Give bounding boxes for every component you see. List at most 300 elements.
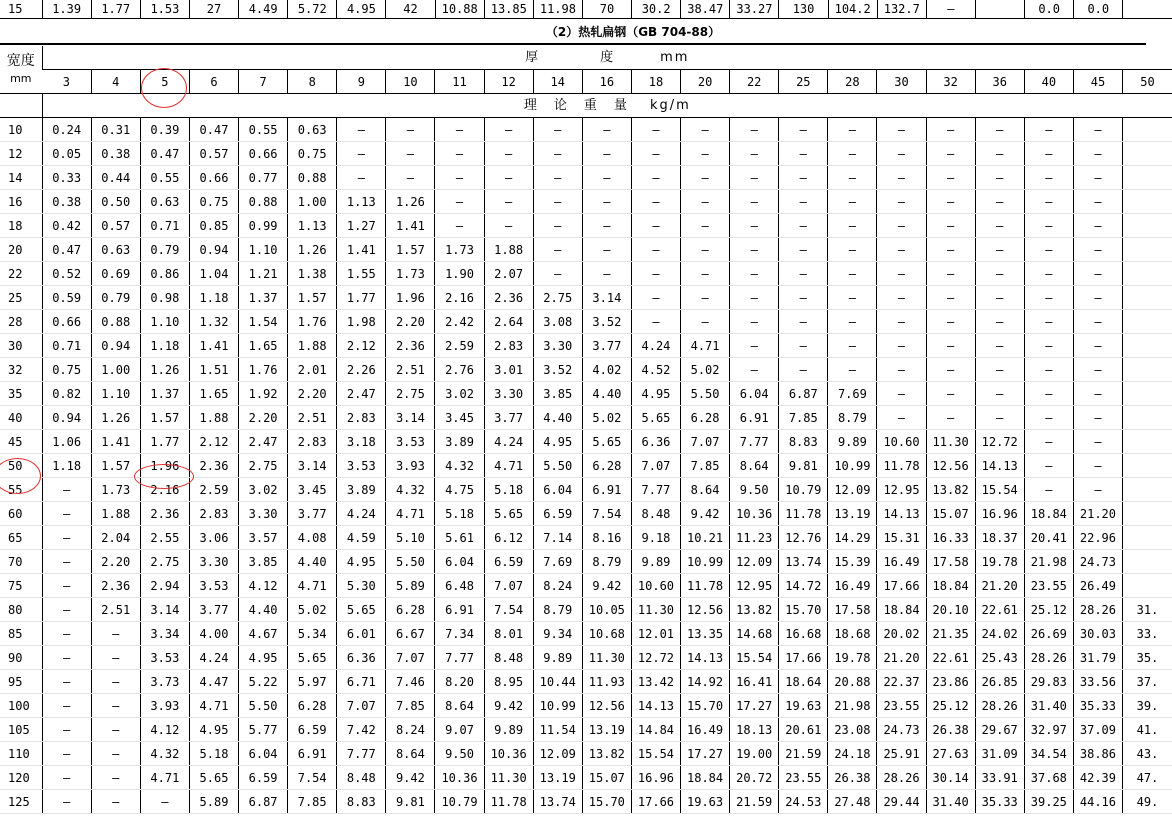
weight-cell: 10.99 [828,454,877,478]
weight-cell: 4.24 [631,334,680,358]
weight-cell: 11.23 [730,526,779,550]
weight-cell: 4.71 [484,454,533,478]
weight-cell: — [730,190,779,214]
weight-cell: 1.37 [140,382,189,406]
weight-cell: 3.57 [239,526,288,550]
weight-cell: 31. [1123,598,1172,622]
weight-cell: 2.07 [484,262,533,286]
weight-cell: 12.56 [926,454,975,478]
weight-cell: — [975,286,1024,310]
width-cell: 55 [0,478,42,502]
weight-cell: 9.42 [681,502,730,526]
weight-cell: 4.12 [239,574,288,598]
weight-cell: 1.54 [239,310,288,334]
table-row [0,550,1172,574]
weight-cell: — [877,262,926,286]
weight-cell: 3.08 [533,310,582,334]
weight-cell: 1.57 [91,454,140,478]
weight-cell: 1.77 [140,430,189,454]
thickness-header-50: 50 [1123,70,1172,94]
weight-cell: 1.88 [91,502,140,526]
weight-cell: 3.01 [484,358,533,382]
weight-cell: 7.85 [681,454,730,478]
weight-cell: 4.24 [337,502,386,526]
weight-cell: 27.63 [926,742,975,766]
weight-cell: — [1073,118,1122,142]
weight-cell: — [582,118,631,142]
weight-cell: — [779,166,828,190]
weight-cell: — [533,214,582,238]
weight-cell: — [91,694,140,718]
weight-cell: 17.66 [877,574,926,598]
weight-cell: — [484,118,533,142]
weight-cell: 10.79 [435,790,484,814]
weight-cell: 22.61 [926,646,975,670]
weight-cell: 4.71 [288,574,337,598]
table-row [0,670,1172,694]
weight-cell: 0.57 [189,142,238,166]
weight-cell: 2.83 [288,430,337,454]
table-row [0,766,1172,790]
weight-cell: 24.73 [877,718,926,742]
weight-cell: 0.75 [42,358,91,382]
weight-cell: — [1073,478,1122,502]
weight-cell: 11.30 [484,766,533,790]
weight-cell: — [1024,286,1073,310]
weight-cell: 18.84 [926,574,975,598]
weight-cell [1123,262,1172,286]
weight-cell: 10.36 [730,502,779,526]
thickness-header-30: 30 [877,70,926,94]
weight-cell: 1.65 [239,334,288,358]
weight-cell: — [975,118,1024,142]
thickness-header-18: 18 [631,70,680,94]
weight-cell: 2.04 [91,526,140,550]
table-row [0,286,1172,310]
table-cell: 42 [386,0,435,19]
weight-cell: 3.18 [337,430,386,454]
weight-cell: 0.47 [42,238,91,262]
weight-cell: 14.13 [975,454,1024,478]
weight-cell: 0.66 [239,142,288,166]
weight-cell: 4.52 [631,358,680,382]
weight-cell: 9.42 [386,766,435,790]
weight-cell: 18.37 [975,526,1024,550]
weight-cell: 5.65 [337,598,386,622]
weight-cell: 9.89 [631,550,680,574]
weight-cell: — [1024,430,1073,454]
weight-cell: 7.77 [435,646,484,670]
flat-steel-weight-table [0,46,1172,814]
weight-cell: 5.65 [582,430,631,454]
weight-cell: 6.91 [435,598,484,622]
weight-cell: — [877,238,926,262]
weight-cell: 5.97 [288,670,337,694]
weight-cell: 10.05 [582,598,631,622]
weight-cell: 0.24 [42,118,91,142]
weight-cell: 6.28 [681,406,730,430]
weight-cell: 4.24 [189,646,238,670]
weight-cell: 0.05 [42,142,91,166]
weight-cell: — [926,310,975,334]
weight-cell [1123,118,1172,142]
weight-cell: — [779,238,828,262]
weight-cell: 22.37 [877,670,926,694]
weight-cell: 7.07 [681,430,730,454]
weight-cell: 2.36 [140,502,189,526]
weight-cell: 0.71 [42,334,91,358]
weight-cell: — [1073,190,1122,214]
weight-cell: 2.94 [140,574,189,598]
weight-cell: 3.89 [435,430,484,454]
weight-cell: 0.59 [42,286,91,310]
weight-cell: 24.73 [1073,550,1122,574]
width-cell: 22 [0,262,42,286]
weight-cell: 1.18 [42,454,91,478]
weight-cell: 3.53 [189,574,238,598]
width-cell: 18 [0,214,42,238]
weight-cell: — [435,142,484,166]
weight-cell: 1.00 [288,190,337,214]
weight-cell: — [1073,286,1122,310]
weight-cell: 4.71 [140,766,189,790]
weight-cell: 0.47 [189,118,238,142]
weight-cell: 14.13 [631,694,680,718]
weight-cell: — [435,214,484,238]
weight-cell: 1.41 [337,238,386,262]
weight-cell: — [1073,454,1122,478]
weight-cell: 17.66 [779,646,828,670]
weight-cell: 1.26 [91,406,140,430]
weight-cell: 39. [1123,694,1172,718]
width-cell: 100 [0,694,42,718]
weight-cell: — [91,790,140,814]
weight-cell: — [877,358,926,382]
weight-cell: 1.73 [91,478,140,502]
weight-cell: 0.69 [91,262,140,286]
weight-cell: 4.75 [435,478,484,502]
weight-cell: 12.76 [779,526,828,550]
weight-cell: 14.29 [828,526,877,550]
weight-cell [1123,358,1172,382]
thickness-header-20: 20 [681,70,730,94]
weight-cell: — [386,118,435,142]
weight-cell: 1.10 [140,310,189,334]
weight-cell: 38.86 [1073,742,1122,766]
width-unit: mm [10,71,32,85]
weight-cell: 1.32 [189,310,238,334]
weight-cell: 8.95 [484,670,533,694]
weight-cell: 1.41 [386,214,435,238]
weight-cell: 12.09 [533,742,582,766]
weight-cell: 2.47 [239,430,288,454]
weight-cell: — [779,118,828,142]
weight-cell: — [1024,310,1073,334]
weight-cell: 23.08 [828,718,877,742]
weight-cell: 1.13 [337,190,386,214]
weight-cell: 4.32 [140,742,189,766]
weight-cell: 1.00 [91,358,140,382]
weight-cell: 26.38 [926,718,975,742]
weight-cell: 14.68 [730,622,779,646]
weight-cell: 0.63 [140,190,189,214]
table-title: （2）热轧扁钢（GB 704-88） [0,19,1146,45]
weight-cell: 37. [1123,670,1172,694]
weight-cell: 6.91 [730,406,779,430]
weight-cell: 1.88 [484,238,533,262]
weight-cell: 16.33 [926,526,975,550]
weight-cell: 6.04 [435,550,484,574]
weight-cell: — [1024,262,1073,286]
weight-cell: — [42,766,91,790]
weight-cell: — [337,118,386,142]
weight-cell: 3.14 [288,454,337,478]
weight-cell: 2.75 [386,382,435,406]
weight-cell: 2.83 [189,502,238,526]
weight-cell: 20.88 [828,670,877,694]
weight-cell: 7.46 [386,670,435,694]
weight-cell: — [582,238,631,262]
weight-cell: 4.08 [288,526,337,550]
thickness-values-row [0,70,1172,94]
weight-cell: 1.57 [288,286,337,310]
weight-cell: — [730,214,779,238]
weight-cell: 2.36 [484,286,533,310]
weight-cell: 1.57 [140,406,189,430]
weight-cell: 10.60 [631,574,680,598]
weight-cell: 8.48 [631,502,680,526]
table-cell: 38.47 [681,0,730,19]
weight-cell: 8.24 [533,574,582,598]
weight-cell: — [42,646,91,670]
table-row [0,718,1172,742]
weight-cell: 23.55 [779,766,828,790]
weight-cell: 1.26 [386,190,435,214]
weight-cell: — [877,166,926,190]
weight-cell [1123,310,1172,334]
weight-cell: 9.42 [484,694,533,718]
weight-cell: — [631,262,680,286]
table-row [0,742,1172,766]
table-row [0,790,1172,814]
weight-cell: 5.65 [631,406,680,430]
width-cell: 20 [0,238,42,262]
weight-cell: 3.77 [288,502,337,526]
weight-cell: 1.88 [288,334,337,358]
weight-cell: 2.59 [189,478,238,502]
weight-cell: 33.91 [975,766,1024,790]
weight-cell: 3.02 [435,382,484,406]
weight-cell: — [730,262,779,286]
weight-cell: — [533,166,582,190]
thickness-header-36: 36 [975,70,1024,94]
weight-cell: 15.70 [681,694,730,718]
weight-cell: — [631,286,680,310]
weight-cell: 5.30 [337,574,386,598]
weight-cell: 0.55 [239,118,288,142]
weight-cell: — [91,622,140,646]
weight-cell: — [1024,454,1073,478]
table-row [0,406,1172,430]
weight-cell: — [42,478,91,502]
weight-cell: 15.07 [926,502,975,526]
weight-cell: 1.04 [189,262,238,286]
weight-cell: 13.19 [582,718,631,742]
weight-cell: 12.09 [730,550,779,574]
weight-cell: 11.78 [681,574,730,598]
weight-cell: 9.89 [484,718,533,742]
weight-cell: — [926,262,975,286]
weight-cell: 25.43 [975,646,1024,670]
weight-cell: 26.49 [1073,574,1122,598]
weight-cell: — [631,166,680,190]
weight-cell: 37.68 [1024,766,1073,790]
weight-cell: 1.76 [239,358,288,382]
weight-cell: 5.18 [189,742,238,766]
weight-cell: 8.79 [828,406,877,430]
weight-cell: 2.20 [288,382,337,406]
weight-cell: — [631,142,680,166]
weight-cell: 3.14 [582,286,631,310]
weight-cell: 1.06 [42,430,91,454]
weight-cell: — [779,262,828,286]
weight-cell: 3.06 [189,526,238,550]
table-row [0,334,1172,358]
weight-cell: 4.71 [681,334,730,358]
weight-cell: — [1073,430,1122,454]
weight-cell: 27.48 [828,790,877,814]
weight-cell: 0.98 [140,286,189,310]
weight-cell: 20.61 [779,718,828,742]
weight-cell: 2.59 [435,334,484,358]
weight-cell: 19.78 [828,646,877,670]
weight-cell: 2.75 [533,286,582,310]
weight-cell: — [1024,478,1073,502]
weight-cell: — [681,190,730,214]
weight-cell: 0.63 [91,238,140,262]
weight-cell: 3.02 [239,478,288,502]
weight-cell: 4.95 [631,382,680,406]
weight-cell: 2.16 [435,286,484,310]
weight-cell: 1.18 [140,334,189,358]
width-cell: 105 [0,718,42,742]
weight-cell: 10.36 [484,742,533,766]
weight-cell: 28.26 [975,694,1024,718]
weight-cell: — [1024,406,1073,430]
weight-cell: 5.77 [239,718,288,742]
weight-cell: — [435,190,484,214]
width-cell: 14 [0,166,42,190]
weight-cell: 37.09 [1073,718,1122,742]
weight-cell [1123,574,1172,598]
weight-cell: 5.89 [386,574,435,598]
weight-cell: 7.69 [533,550,582,574]
thickness-header-25: 25 [779,70,828,94]
thickness-header-row [0,46,1172,70]
weight-cell: — [42,670,91,694]
weight-cell: — [42,718,91,742]
weight-cell: 25.91 [877,742,926,766]
weight-cell: 14.13 [877,502,926,526]
weight-cell: 10.60 [877,430,926,454]
weight-cell: 35.33 [1073,694,1122,718]
weight-cell: — [779,286,828,310]
weight-cell: — [779,142,828,166]
weight-cell: 3.93 [140,694,189,718]
weight-cell: 2.12 [337,334,386,358]
weight-cell [1123,142,1172,166]
weight-cell: — [926,214,975,238]
weight-cell: 10.21 [681,526,730,550]
weight-cell: 9.81 [779,454,828,478]
weight-cell: 21.98 [1024,550,1073,574]
weight-cell: 29.83 [1024,670,1073,694]
table-row [0,454,1172,478]
weight-cell: 0.75 [189,190,238,214]
weight-cell: 2.20 [239,406,288,430]
weight-cell [1123,166,1172,190]
weight-cell: 8.79 [533,598,582,622]
weight-cell: 5.02 [681,358,730,382]
weight-cell: — [1024,166,1073,190]
weight-cell: 4.95 [189,718,238,742]
weight-cell: 13.74 [779,550,828,574]
weight-cell: 3.53 [337,454,386,478]
weight-cell: 14.72 [779,574,828,598]
weight-cell: 5.65 [189,766,238,790]
weight-cell: 8.48 [484,646,533,670]
weight-cell: — [877,310,926,334]
weight-cell: 11.30 [582,646,631,670]
weight-cell: — [681,262,730,286]
weight-cell [1123,454,1172,478]
weight-cell: 2.75 [140,550,189,574]
weight-cell: — [681,118,730,142]
weight-cell: 0.82 [42,382,91,406]
weight-cell: 10.36 [435,766,484,790]
weight-cell: 3.85 [533,382,582,406]
weight-cell: 0.88 [288,166,337,190]
weight-cell: 44.16 [1073,790,1122,814]
table-row [0,262,1172,286]
weight-cell: — [484,166,533,190]
weight-cell: — [42,790,91,814]
weight-cell: — [877,406,926,430]
weight-cell: 1.57 [386,238,435,262]
weight-cell: 13.42 [631,670,680,694]
weight-cell: 3.53 [386,430,435,454]
thickness-header-32: 32 [926,70,975,94]
weight-cell: 5.34 [288,622,337,646]
weight-cell: — [975,142,1024,166]
weight-cell: — [681,142,730,166]
weight-cell: — [386,142,435,166]
weight-header-row [0,94,1172,118]
weight-cell: — [484,214,533,238]
weight-cell: 4.95 [337,550,386,574]
weight-cell: — [877,382,926,406]
weight-cell: — [877,190,926,214]
weight-cell: 2.51 [386,358,435,382]
weight-cell: 3.30 [239,502,288,526]
weight-cell: — [730,286,779,310]
width-cell: 30 [0,334,42,358]
weight-cell [1123,286,1172,310]
weight-cell: — [91,646,140,670]
width-cell: 10 [0,118,42,142]
table-cell [1123,0,1172,19]
width-cell: 32 [0,358,42,382]
